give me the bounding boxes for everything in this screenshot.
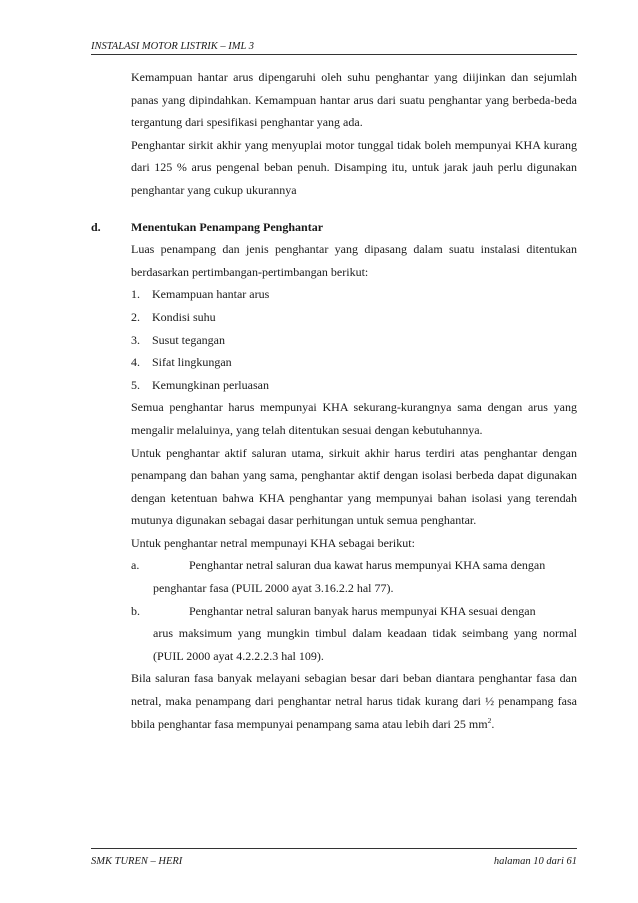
kha-paragraph: Semua penghantar harus mempunyai KHA sekurang-kurangnya sama dengan arus yang mengalir melaluinya, yang telah ditentukan sesuai dengan kebutuhannya.: [131, 400, 577, 437]
item-first-line: Penghantar netral saluran dua kawat harus mempunyai KHA sama dengan: [189, 558, 546, 573]
intro-paragraph-1: Kemampuan hantar arus dipengaruhi oleh suhu penghantar yang diijinkan dan sejumlah panas yang dipindahkan. Kemampuan hantar arus dari suatu penghantar yang berbeda-beda tergantung dari spesifikasi penghantar yang ada.: [131, 70, 577, 130]
intro-paragraph-2: Penghantar sirkit akhir yang menyuplai motor tunggal tidak boleh mempunyai KHA kurang dari 125 % arus pengenal beban penuh. Disamping itu, untuk jarak jauh perlu digunakan penghantar yang cukup ukurannya: [131, 137, 577, 197]
section-title: Menentukan Penampang Penghantar: [131, 219, 324, 234]
section-lead: Luas penampang dan jenis penghantar yang dipasang dalam suatu instalasi ditentukan berdasarkan pertimbangan-pertimbangan berikut:: [131, 242, 577, 279]
item-first-line: Penghantar netral saluran banyak harus mempunyai KHA sesuai dengan: [189, 603, 536, 618]
list-item: 5. Kemungkinan perluasan: [131, 377, 269, 392]
netral-item-a: [131, 554, 577, 577]
item-letter: b.: [131, 603, 140, 618]
section-heading: [91, 216, 577, 239]
fasa-paragraph: [131, 667, 577, 735]
list-item: 2. Kondisi suhu: [131, 309, 216, 324]
fasa-end: .: [491, 716, 495, 731]
page-footer: [91, 848, 577, 867]
item-continuation: arus maksimum yang mungkin timbul dalam keadaan tidak seimbang yang normal (PUIL 2000 ayat 4.2.2.2.3 hal 109).: [153, 626, 577, 663]
page-number: halaman 10 dari 61: [493, 856, 577, 867]
fasa-text: Bila saluran fasa banyak melayani sebagian besar dari beban diantara penghantar fasa dan netral, maka penampang dari penghantar netral harus tidak kurang dari ½ penampang fasa bbila penghantar fasa mempunyai penampang sama atau lebih dari 25 mm: [131, 671, 577, 731]
item-continuation: penghantar fasa (PUIL 2000 ayat 3.16.2.2 hal 77).: [153, 581, 394, 596]
list-item: 3. Susut tegangan: [131, 332, 225, 347]
page-header: INSTALASI MOTOR LISTRIK – IML 3: [91, 40, 577, 55]
list-item: 4. Sifat lingkungan: [131, 355, 232, 370]
netral-lead: Untuk penghantar netral mempunayi KHA sebagai berikut:: [131, 535, 415, 550]
section-gap: [131, 202, 577, 216]
netral-item-b: [131, 600, 577, 623]
page-content: [91, 66, 577, 735]
aktif-paragraph: Untuk penghantar aktif saluran utama, sirkuit akhir harus terdiri atas penghantar dengan penampang dan bahan yang sama, penghantar aktif dengan isolasi berbeda dapat digunakan dengan ketentuan bahwa KHA penghantar yang mempunyai bahan isolasi yang terendah mutunya digunakan sebagai dasar perhitungan untuk semua penghantar.: [131, 445, 577, 528]
item-letter: a.: [131, 558, 140, 573]
footer-left: SMK TUREN – HERI: [91, 856, 183, 867]
list-item: 1. Kemampuan hantar arus: [131, 287, 270, 302]
criteria-list: [131, 283, 577, 396]
section-letter: d.: [91, 219, 101, 234]
superscript: 2: [487, 715, 492, 725]
